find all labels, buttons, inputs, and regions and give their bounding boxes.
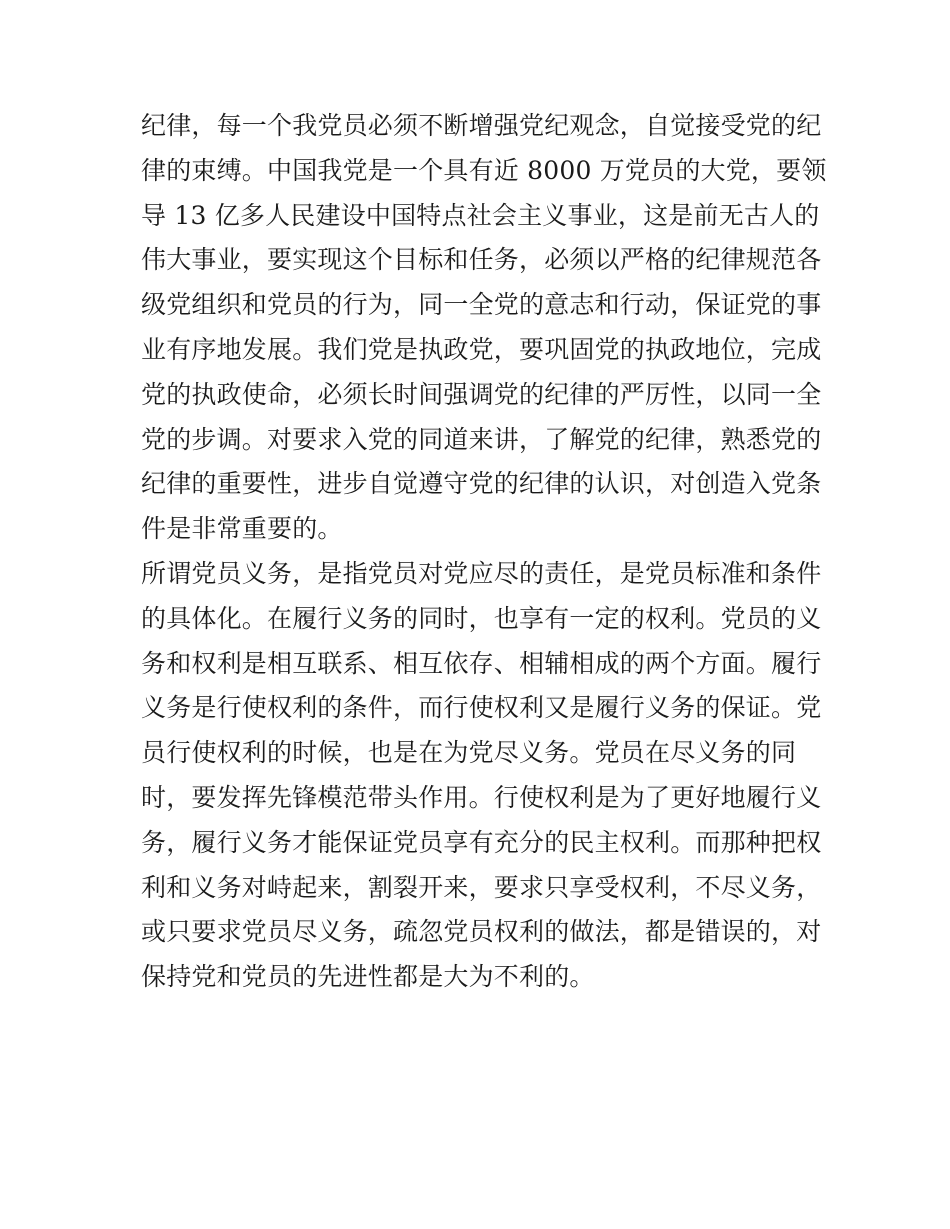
text-line: 时，要发挥先锋模范带头作用。行使权利是为了更好地履行义 bbox=[141, 782, 822, 812]
text-line: 所谓党员义务，是指党员对党应尽的责任，是党员标准和条件 bbox=[141, 558, 822, 588]
body-text bbox=[141, 104, 827, 1000]
text-line: 或只要求党员尽义务，疏忽党员权利的做法，都是错误的，对 bbox=[141, 917, 822, 947]
paragraph-1 bbox=[141, 104, 827, 552]
paragraph-2 bbox=[141, 552, 821, 1000]
text-line: 员行使权利的时候，也是在为党尽义务。党员在尽义务的同 bbox=[141, 738, 797, 768]
text-line: 务和权利是相互联系、相互依存、相辅相成的两个方面。履行 bbox=[141, 648, 822, 678]
text-line: 党的执政使命，必须长时间强调党的纪律的严厉性，以同一全 bbox=[141, 379, 822, 409]
text-line: 业有序地发展。我们党是执政党，要巩固党的执政地位，完成 bbox=[141, 334, 822, 364]
text-line: 纪律，每一个我党员必须不断增强党纪观念，自觉接受党的纪 bbox=[141, 111, 822, 140]
text-line: 务，履行义务才能保证党员享有充分的民主权利。而那种把权 bbox=[141, 827, 822, 857]
text-line: 党的步调。对要求入党的同道来讲，了解党的纪律，熟悉党的 bbox=[141, 424, 822, 454]
text-line: 的具体化。在履行义务的同时，也享有一定的权利。党员的义 bbox=[141, 603, 822, 633]
text-line: 级党组织和党员的行为，同一全党的意志和行动，保证党的事 bbox=[141, 290, 822, 320]
text-line: 保持党和党员的先进性都是大为不利的。 bbox=[141, 962, 595, 992]
text-line: 导 13 亿多人民建设中国特点社会主义事业，这是前无古人的 bbox=[141, 200, 820, 230]
text-line: 利和义务对峙起来，割裂开来，要求只享受权利，不尽义务， bbox=[141, 872, 822, 902]
text-line: 律的束缚。中国我党是一个具有近 8000 万党员的大党，要领 bbox=[141, 155, 827, 185]
text-line: 件是非常重要的。 bbox=[141, 514, 343, 544]
text-line: 纪律的重要性，进步自觉遵守党的纪律的认识，对创造入党条 bbox=[141, 469, 822, 499]
text-line: 义务是行使权利的条件，而行使权利又是履行义务的保证。党 bbox=[141, 693, 822, 723]
text-line: 伟大事业，要实现这个目标和任务，必须以严格的纪律规范各 bbox=[141, 245, 822, 275]
